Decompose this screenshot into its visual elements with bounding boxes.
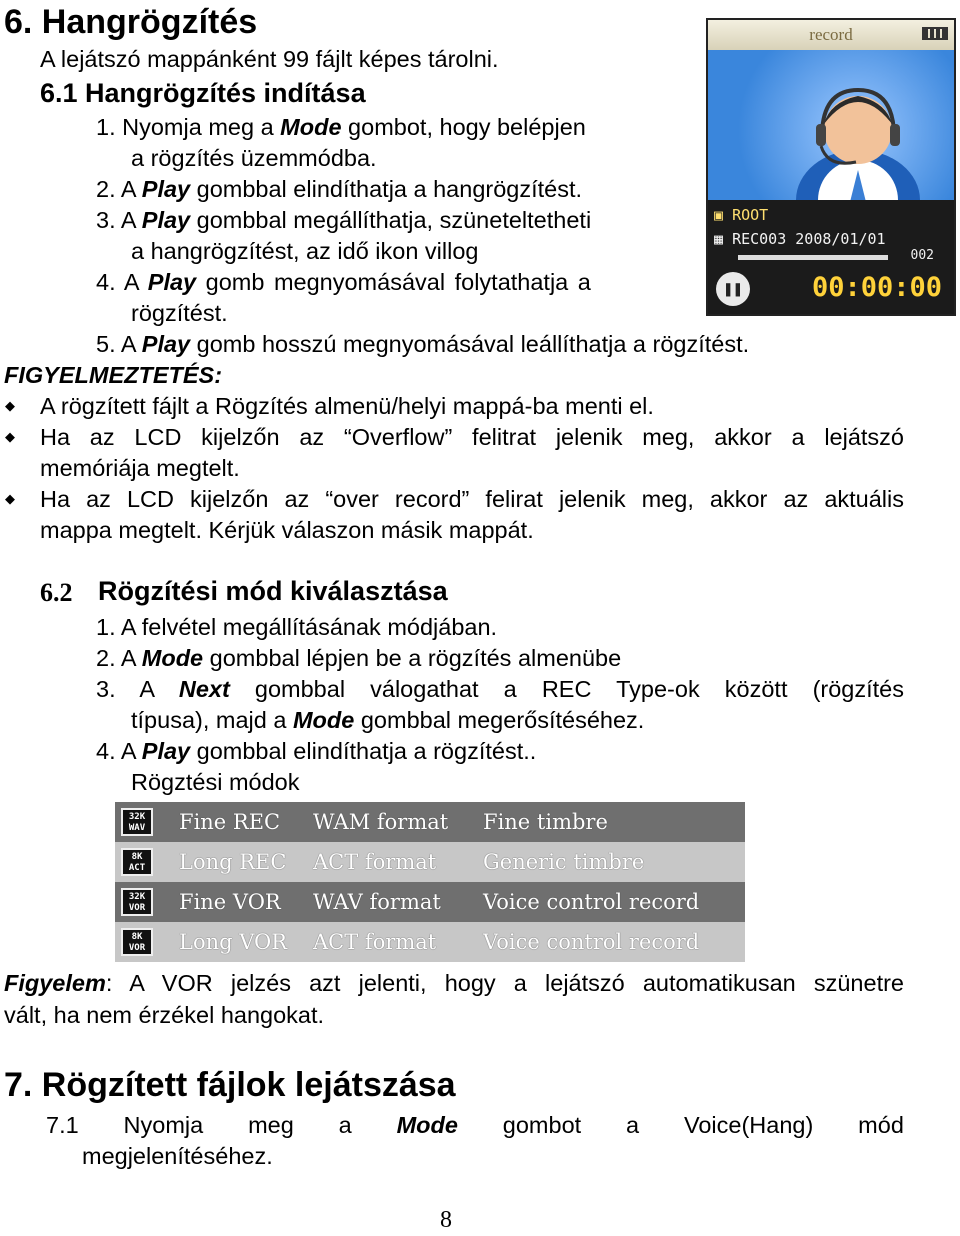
- mode-table-caption: Rögztési módok: [131, 769, 300, 795]
- section-intro: A lejátszó mappánként 99 fájlt képes tárolni.: [40, 46, 499, 72]
- file-count: 002: [910, 248, 934, 263]
- battery-icon: [922, 27, 948, 40]
- table-row: [115, 882, 745, 922]
- device-title-bar: [708, 20, 954, 50]
- step-5: 5. A Play gomb hosszú megnyomásával leállíthatja a rögzítést.: [96, 331, 750, 357]
- record-time: 00:00:00: [811, 272, 942, 303]
- progress-bar: [738, 255, 888, 260]
- bullet-icon: ◆: [5, 429, 15, 444]
- file-info: ▦ REC003 2008/01/01: [714, 230, 886, 248]
- mode-name: Long REC: [179, 850, 287, 874]
- warning-bullet-3-cont: mappa megtelt. Kérjük válaszon másik mappát.: [40, 517, 534, 543]
- mode-quality: Voice control record: [483, 930, 700, 954]
- subsection-number: 6.2: [40, 578, 73, 607]
- warning-bullet-1: A rögzített fájlt a Rögzítés almenü/helyi mappá-ba menti el.: [40, 393, 654, 419]
- step-2: 2. A Play gombbal elindíthatja a hangrögzítést.: [96, 176, 583, 202]
- mode-name: Long VOR: [179, 930, 288, 954]
- page-number: 8: [440, 1207, 452, 1233]
- folder-label: ▣ ROOT: [714, 206, 769, 224]
- mode-step-1: 1. A felvétel megállításának módjában.: [96, 614, 498, 640]
- section7-step: 7.1 Nyomja meg a Mode gombot a Voice(Hang) mód: [46, 1112, 904, 1138]
- recording-modes-table: [115, 802, 745, 962]
- table-row: [115, 802, 745, 842]
- pause-icon: ❚❚: [716, 272, 750, 306]
- section7-step-cont: megjelenítéséhez.: [82, 1143, 273, 1169]
- mode-quality: Voice control record: [483, 890, 700, 914]
- headset-user-icon: [708, 50, 954, 210]
- mode-quality: Generic timbre: [483, 850, 645, 874]
- step-1-cont: a rögzítés üzemmódba.: [131, 145, 377, 171]
- mode-step-3: 3. A Next gombbal válogathat a REC Type-ok között (rögzítés: [96, 676, 904, 702]
- mode-name: Fine REC: [179, 810, 281, 834]
- bullet-icon: ◆: [5, 398, 15, 413]
- bullet-icon: ◆: [5, 491, 15, 506]
- mode-icon: 8K ACT: [121, 848, 153, 876]
- mode-quality: Fine timbre: [483, 810, 608, 834]
- warning-title: FIGYELMEZTETÉS:: [4, 362, 223, 388]
- mode-icon: 32K WAV: [121, 808, 153, 836]
- mode-icon: 32K VOR: [121, 888, 153, 916]
- step-3: 3. A Play gombbal megállíthatja, szüneteltetheti: [96, 207, 592, 233]
- table-row: [115, 842, 745, 882]
- table-row: [115, 922, 745, 962]
- mode-icon: 8K VOR: [121, 928, 153, 956]
- recorder-screen-image: [706, 18, 956, 316]
- mode-format: ACT format: [313, 930, 437, 954]
- mode-name: Fine VOR: [179, 890, 281, 914]
- note: Figyelem: A VOR jelzés azt jelenti, hogy a lejátszó automatikusan szünetre: [4, 970, 904, 996]
- recording-info-panel: [708, 200, 954, 316]
- step-4: 4. A Play gomb megnyomásával folytathatja a: [96, 269, 591, 295]
- warning-bullet-3: Ha az LCD kijelzőn az “over record” felirat jelenik meg, akkor az aktuális: [40, 486, 904, 512]
- device-title: record: [809, 25, 853, 44]
- warning-bullet-2: Ha az LCD kijelzőn az “Overflow” felitrat jelenik meg, akkor a lejátszó: [40, 424, 904, 450]
- step-1: 1. Nyomja meg a Mode gombot, hogy belépjen: [96, 114, 586, 140]
- note-cont: vált, ha nem érzékel hangokat.: [4, 1002, 325, 1028]
- subsection-title: 6.1 Hangrögzítés indítása: [40, 78, 366, 108]
- section-title: 6. Hangrögzítés: [4, 3, 258, 41]
- mode-format: WAM format: [313, 810, 449, 834]
- subsection-title: Rögzítési mód kiválasztása: [98, 576, 448, 606]
- mode-format: ACT format: [313, 850, 437, 874]
- section-title: 7. Rögzített fájlok lejátszása: [4, 1066, 456, 1104]
- step-4-cont: rögzítést.: [131, 300, 228, 326]
- mode-step-3-cont: típusa), majd a Mode gombbal megerősítéséhez.: [131, 707, 645, 733]
- step-3-cont: a hangrögzítést, az idő ikon villog: [131, 238, 479, 264]
- mode-format: WAV format: [313, 890, 441, 914]
- warning-bullet-2-cont: memóriája megtelt.: [40, 455, 240, 481]
- mode-step-4: 4. A Play gombbal elindíthatja a rögzítést..: [96, 738, 537, 764]
- mode-step-2: 2. A Mode gombbal lépjen be a rögzítés almenübe: [96, 645, 622, 671]
- note-label: Figyelem: [4, 970, 106, 996]
